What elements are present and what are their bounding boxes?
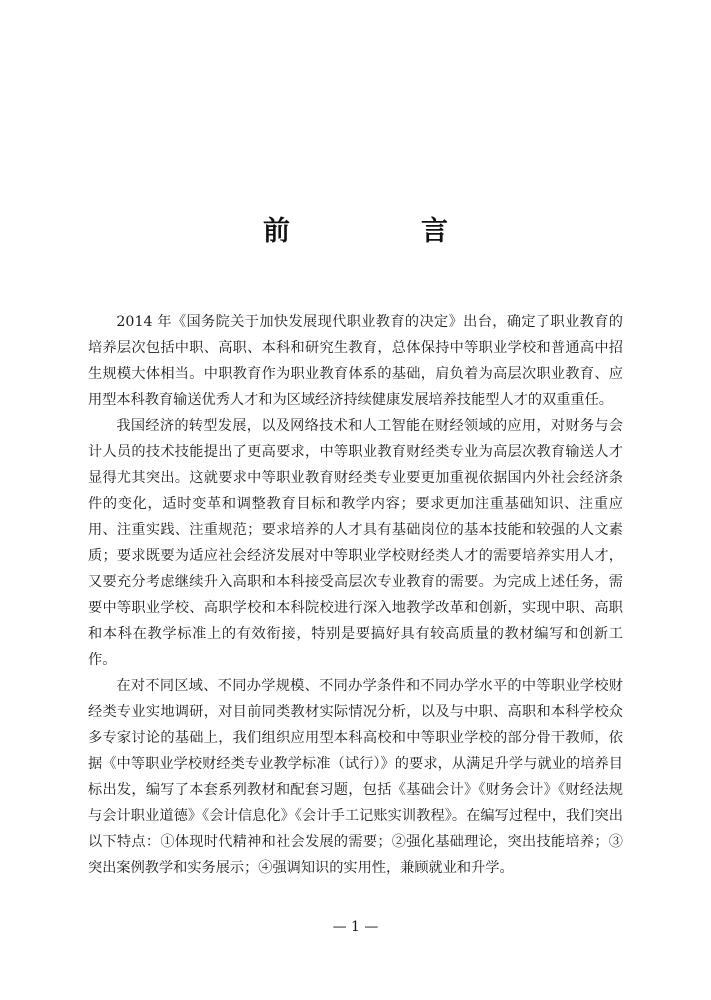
- paragraph-3: 在对不同区域、不同办学规模、不同办学条件和不同办学水平的中等职业学校财经类专业实地调研，对目前同类教材实际情况分析，以及与中职、高职和本科学校众多专家讨论的基础上，我们组织应用型本科高校和中等职业学校的部分骨干教师，依据《中等职业学校财经类专业教学标准（试行）》的要求，从满足升学与就业的培养目标出发，编写了本套系列教材和配套习题，包括《基础会计》《财务会计》《财经法规与会计职业道德》《会计信息化》《会计手工记账实训教程》。在编写过程中，我们突出以下特点：①体现时代精神和社会发展的需要；②强化基础理论，突出技能培养；③突出案例教学和实务展示；④强调知识的实用性，兼顾就业和升学。: [88, 678, 623, 876]
- body-text: [88, 309, 623, 881]
- page-title: 前 言: [263, 216, 500, 247]
- paragraph-2: 我国经济的转型发展，以及网络技术和人工智能在财经领域的应用，对财务与会计人员的技术技能提出了更高要求，中等职业教育财经类专业为高层次教育输送人才显得尤其突出。这就要求中等职业教育财经类专业要更加重视依据国内外社会经济条件的变化，适时变革和调整教育目标和教学内容；要求更加注重基础知识、注重应用、注重实践、注重规范；要求培养的人才具有基础岗位的基本技能和较强的人文素质；要求既要为适应社会经济发展对中等职业学校财经类人才的需要培养实用人才，又要充分考虑继续升入高职和本科接受高层次专业教育的需要。为完成上述任务，需要中等职业学校、高职学校和本科院校进行深入地教学改革和创新，实现中职、高职和本科在教学标准上的有效衔接，特别是要搞好具有较高质量的教材编写和创新工作。: [88, 418, 623, 668]
- paragraph-1: 2014 年《国务院关于加快发展现代职业教育的决定》出台，确定了职业教育的培养层次包括中职、高职、本科和研究生教育，总体保持中等职业学校和普通高中招生规模大体相当。中职教育作为职业教育体系的基础，肩负着为高层次职业教育、应用型本科教育输送优秀人才和为区域经济持续健康发展培养技能型人才的双重重任。: [88, 314, 623, 408]
- page-number: — 1 —: [332, 919, 379, 935]
